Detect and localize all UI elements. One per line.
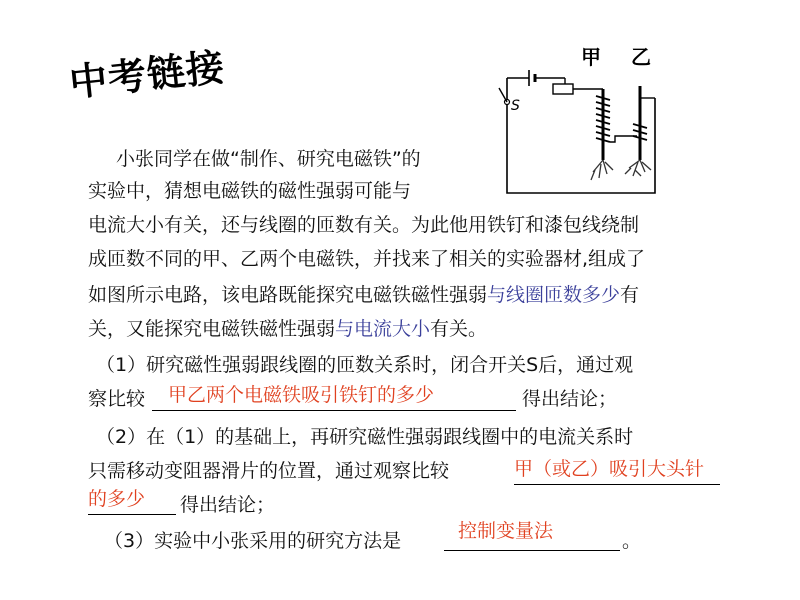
q2-line-2-start: 只需移动变阻器滑片的位置，通过观察比较: [88, 460, 450, 482]
intro-line-5-tail: 有: [620, 284, 640, 306]
intro-line-5-text: 如图所示电路，该电路既能探究电磁铁磁性强弱: [88, 284, 488, 306]
q2-answer-part-1: 甲（或乙）吸引大头针: [514, 458, 705, 480]
circuit-diagram: [495, 40, 665, 200]
pins-yi-icon: [625, 160, 651, 176]
label-jia: 甲: [581, 45, 601, 69]
intro-line-6: [88, 316, 487, 342]
intro-line-6-text: 关，又能探究电磁铁磁性强弱: [88, 318, 336, 340]
intro-line-3: 电流大小有关，还与线圈的匝数有关。为此他用铁钉和漆包线绕制: [88, 214, 640, 236]
switch-icon: [499, 88, 507, 102]
q1-blank: [152, 410, 516, 411]
answer-coil-turns: 与线圈匝数多少: [487, 284, 621, 306]
intro-line-1: 小张同学在做“制作、研究电磁铁”的: [116, 148, 421, 170]
q2-blank-2: [88, 514, 176, 515]
q2-line-1: （2）在（1）的基础上，再研究磁性强弱跟线圈中的电流关系时: [96, 426, 634, 448]
label-yi: 乙: [631, 45, 651, 69]
intro-line-6-tail: 有关。: [430, 318, 488, 340]
q2-line-3-end: 得出结论；: [180, 494, 276, 516]
q2-blank-1: [514, 484, 720, 485]
rheostat-icon: [553, 84, 573, 94]
q1-line-2-start: 察比较: [88, 388, 146, 410]
q1-line-1: （1）研究磁性强弱跟线圈的匝数关系时，闭合开关S后，通过观: [96, 354, 634, 376]
switch-label: S: [511, 98, 520, 114]
q3-line-end: 。: [622, 530, 642, 552]
answer-current: 与电流大小: [335, 318, 431, 340]
q1-line-2-end: 得出结论；: [522, 388, 618, 410]
q3-blank: [444, 550, 620, 551]
intro-line-5: [88, 282, 639, 308]
page-title: 中考链接: [67, 44, 227, 106]
intro-line-4: 成匝数不同的甲、乙两个电磁铁，并找来了相关的实验器材,组成了: [88, 248, 646, 270]
pins-jia-icon: [591, 160, 613, 180]
q1-answer: 甲乙两个电磁铁吸引铁钉的多少: [168, 384, 435, 406]
q3-answer: 控制变量法: [458, 520, 554, 542]
q2-answer-part-2: 的多少: [88, 488, 146, 510]
q3-line-start: （3）实验中小张采用的研究方法是: [104, 530, 402, 552]
intro-line-2: 实验中，猜想电磁铁的磁性强弱可能与: [88, 180, 412, 202]
